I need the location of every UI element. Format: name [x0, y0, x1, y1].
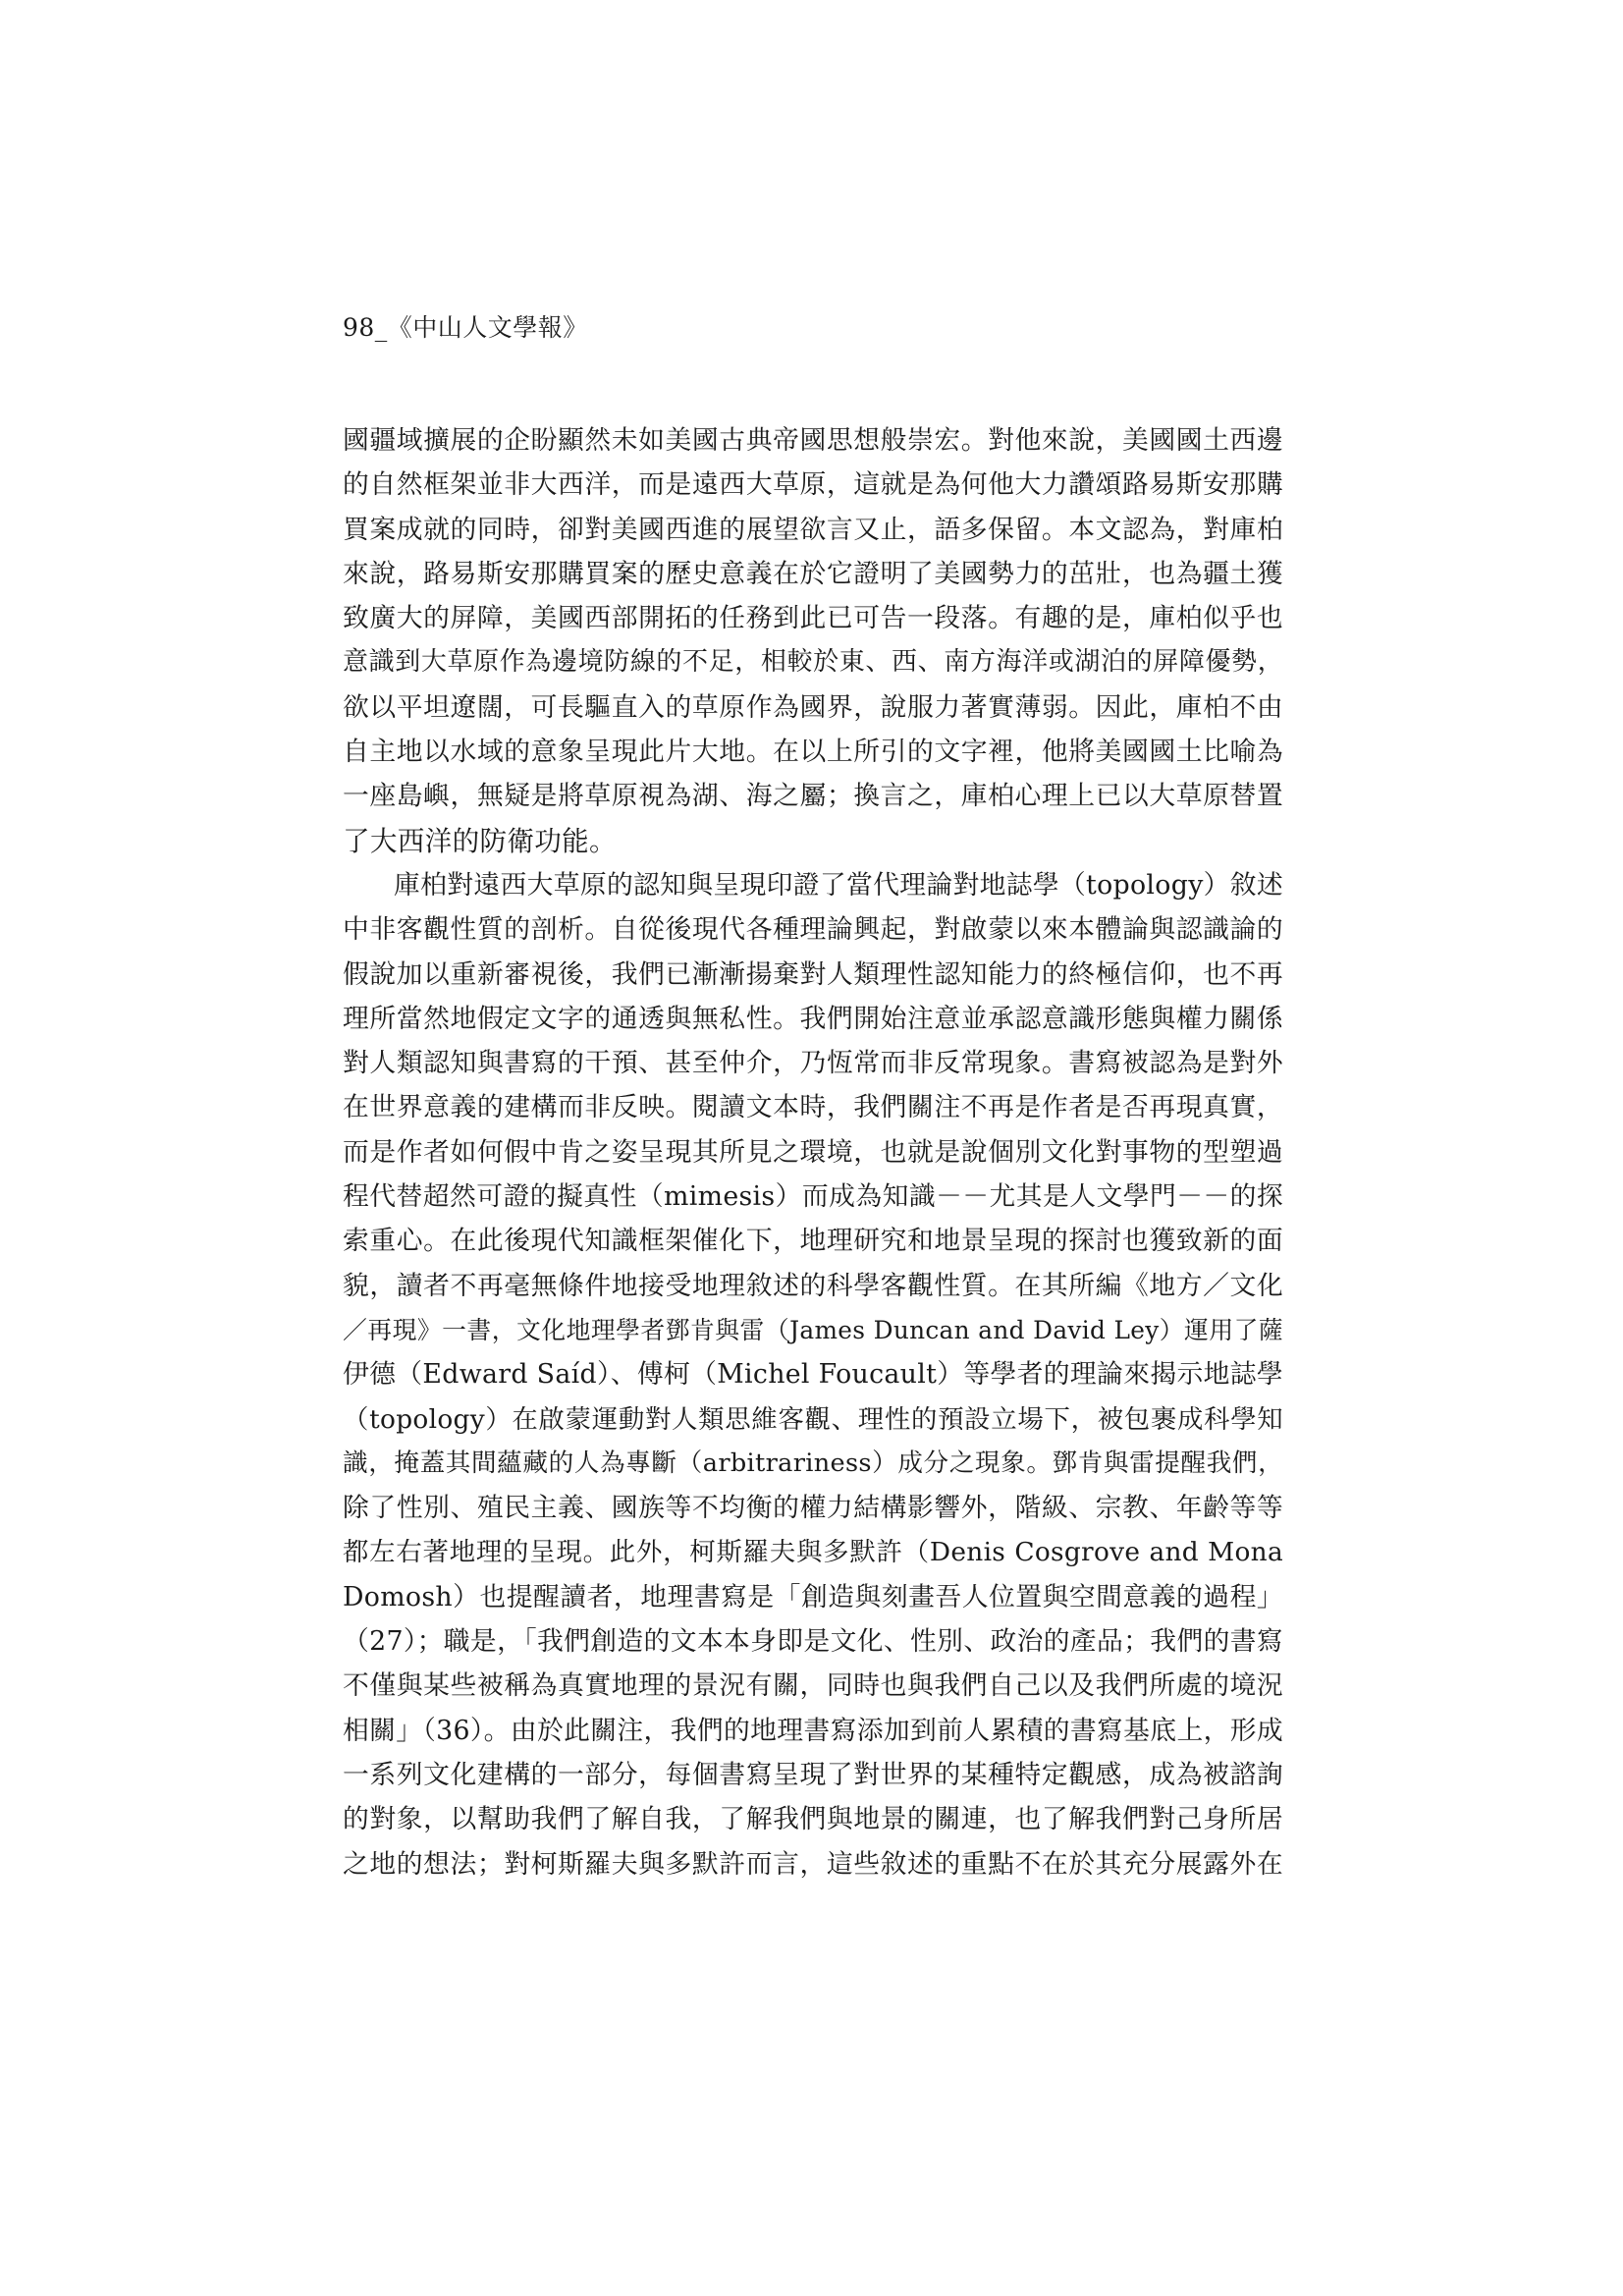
text-line: 程代替超然可證的擬真性（mimesis）而成為知識－－尤其是人文學門－－的探	[343, 1181, 1283, 1213]
text-line: 自主地以水域的意象呈現此片大地。在以上所引的文字裡，他將美國國土比喻為	[343, 737, 1283, 768]
paragraph-end-line: 了大西洋的防衛功能。	[343, 824, 617, 857]
text-line: 一系列文化建構的一部分，每個書寫呈現了對世界的某種特定觀感，成為被諮詢	[343, 1759, 1283, 1790]
text-line: 都左右著地理的呈現。此外，柯斯羅夫與多默許（Denis Cosgrove and Mona	[343, 1537, 1283, 1568]
text-line: ／再現》一書，文化地理學者鄧肯與雷（James Duncan and David Ley）運用了薩	[343, 1315, 1283, 1344]
text-line: （27）；職是，「我們創造的文本本身即是文化、性別、政治的產品；我們的書寫	[343, 1626, 1283, 1658]
text-line: 相關」（36）。由於此關注，我們的地理書寫添加到前人累積的書寫基底上，形成	[343, 1715, 1283, 1746]
text-line: 買案成就的同時，卻對美國西進的展望欲言又止，語多保留。本文認為，對庫柏	[343, 514, 1283, 545]
text-line: 中非客觀性質的剖析。自從後現代各種理論興起，對啟蒙以來本體論與認識論的	[343, 914, 1283, 946]
text-line: 在世界意義的建構而非反映。閱讀文本時，我們關注不再是作者是否再現真實，	[343, 1092, 1283, 1123]
text-line: 理所當然地假定文字的通透與無私性。我們開始注意並承認意識形態與權力關係	[343, 1003, 1283, 1034]
text-line: 國疆域擴展的企盼顯然未如美國古典帝國思想般崇宏。對他來說，美國國土西邊	[343, 425, 1283, 456]
text-line: （topology）在啟蒙運動對人類思維客觀、理性的預設立場下，被包裹成科學知	[343, 1403, 1283, 1435]
body-text	[343, 418, 1283, 1886]
text-line: 意識到大草原作為邊境防線的不足，相較於東、西、南方海洋或湖泊的屏障優勢，	[343, 647, 1283, 678]
text-line: Domosh）也提醒讀者，地理書寫是「創造與刻畫吾人位置與空間意義的過程」	[343, 1581, 1283, 1613]
text-line: 索重心。在此後現代知識框架催化下，地理研究和地景呈現的探討也獲致新的面	[343, 1226, 1283, 1257]
running-header: 98_《中山人文學報》	[343, 313, 588, 342]
paragraph-start-line: 庫柏對遠西大草原的認知與呈現印證了當代理論對地誌學（topology）敘述	[394, 869, 1283, 901]
text-line: 之地的想法；對柯斯羅夫與多默許而言，這些敘述的重點不在於其充分展露外在	[343, 1848, 1283, 1880]
text-line: 不僅與某些被稱為真實地理的景況有關，同時也與我們自己以及我們所處的境況	[343, 1670, 1283, 1702]
text-line: 假說加以重新審視後，我們已漸漸揚棄對人類理性認知能力的終極信仰，也不再	[343, 958, 1283, 990]
text-line: 而是作者如何假中肯之姿呈現其所見之環境，也就是說個別文化對事物的型塑過	[343, 1136, 1283, 1168]
text-line: 來說，路易斯安那購買案的歷史意義在於它證明了美國勢力的茁壯，也為疆土獲	[343, 558, 1283, 589]
text-line: 識，掩蓋其間蘊藏的人為專斷（arbitrariness）成分之現象。鄧肯與雷提醒我們，	[343, 1448, 1283, 1478]
text-line: 伊德（Edward Saíd）、傅柯（Michel Foucault）等學者的理論來揭示地誌學	[343, 1359, 1283, 1391]
text-line: 的對象，以幫助我們了解自我，了解我們與地景的關連，也了解我們對己身所居	[343, 1804, 1283, 1835]
text-line: 貌，讀者不再毫無條件地接受地理敘述的科學客觀性質。在其所編《地方／文化	[343, 1270, 1283, 1301]
text-line: 致廣大的屏障，美國西部開拓的任務到此已可告一段落。有趣的是，庫柏似乎也	[343, 603, 1283, 634]
text-line: 對人類認知與書寫的干預、甚至仲介，乃恆常而非反常現象。書寫被認為是對外	[343, 1048, 1283, 1079]
text-line: 一座島嶼，無疑是將草原視為湖、海之屬；換言之，庫柏心理上已以大草原替置	[343, 781, 1283, 812]
text-line: 欲以平坦遼闊，可長驅直入的草原作為國界，說服力著實薄弱。因此，庫柏不由	[343, 691, 1283, 723]
text-line: 的自然框架並非大西洋，而是遠西大草原，這就是為何他大力讚頌路易斯安那購	[343, 469, 1283, 501]
text-line: 除了性別、殖民主義、國族等不均衡的權力結構影響外，階級、宗教、年齡等等	[343, 1493, 1283, 1524]
